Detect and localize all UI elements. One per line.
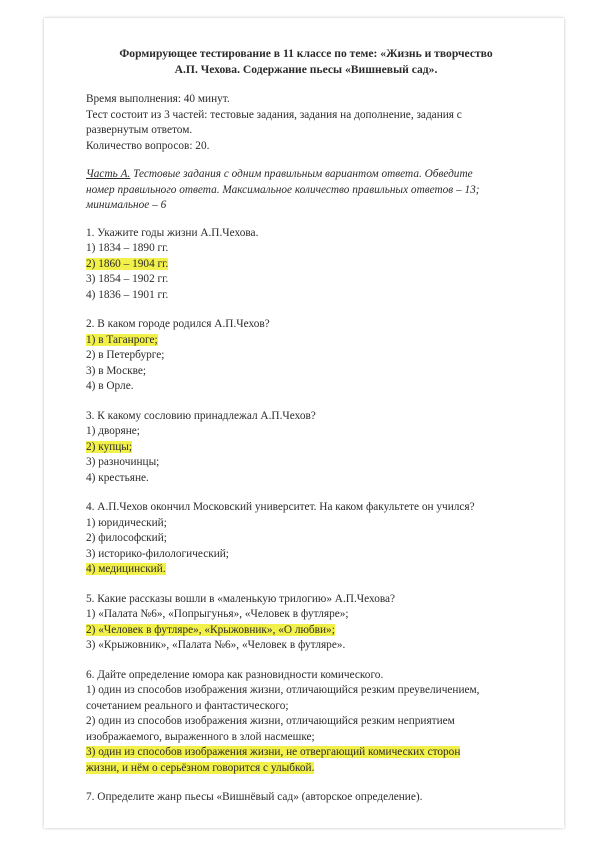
answer-text: изображаемого, выраженного в злой насмешке; [86, 730, 315, 743]
highlighted-answer-text: 3) один из способов изображения жизни, не отвергающий комических сторон [86, 746, 461, 758]
answer-text: 3) 1854 – 1902 гг. [86, 273, 169, 285]
question-text: 1. Укажите годы жизни А.П.Чехова. [86, 226, 259, 239]
document-title [86, 46, 526, 78]
answer-option [86, 288, 526, 304]
question-count: Количество вопросов: 20. [86, 139, 210, 152]
highlighted-answer-text: 2) 1860 – 1904 гг. [86, 257, 169, 270]
answer-text: 4) в Орле. [86, 380, 134, 392]
answer-text: 3) «Крыжовник», «Палата №6», «Человек в футляре». [86, 639, 346, 651]
answer-option [86, 547, 526, 563]
answer-option [86, 638, 526, 654]
highlighted-answer-text: 4) медицинский. [86, 563, 166, 575]
question-6 [86, 668, 526, 777]
answer-option [86, 714, 526, 730]
question-text: 2. В каком городе родился А.П.Чехов? [86, 318, 270, 330]
answer-option [86, 516, 526, 532]
answer-text: 2) философский; [86, 532, 167, 544]
answer-option [86, 562, 526, 578]
answer-option [86, 379, 526, 395]
highlighted-answer-text: 2) купцы; [86, 440, 133, 453]
time-limit: Время выполнения: 40 минут. [86, 93, 230, 105]
part-a-line-3: минимальное – 6 [86, 199, 167, 211]
question-7 [86, 790, 526, 806]
answer-text: 2) в Петербурге; [86, 349, 165, 361]
part-a-line-1 [86, 167, 526, 183]
answer-option [86, 364, 526, 380]
highlighted-answer-text: 2) «Человек в футляре», «Крыжовник», «О любви»; [86, 623, 335, 636]
answer-option [86, 348, 526, 364]
answer-option [86, 257, 526, 273]
answer-text: 3) историко-филологический; [86, 547, 229, 560]
part-a-label: Часть А. [86, 168, 131, 180]
answer-text: 3) разночинцы; [86, 456, 160, 468]
answer-text: 4) 1836 – 1901 гг. [86, 288, 169, 301]
highlighted-answer-text: жизни, и нём о серьёзном говорится с улыбкой. [86, 761, 315, 774]
title-line-2: А.П. Чехова. Содержание пьесы «Вишневый сад». [174, 63, 438, 76]
question-text: 3. К какому сословию принадлежал А.П.Чехов? [86, 409, 316, 422]
answer-text: 1) один из способов изображения жизни, отличающийся резким преувеличением, [86, 684, 480, 696]
answer-option [86, 761, 526, 777]
answer-option [86, 471, 526, 487]
answer-option [86, 272, 526, 288]
question-text: 5. Какие рассказы вошли в «маленькую трилогию» А.П.Чехова? [86, 592, 396, 605]
answer-option [86, 699, 526, 715]
test-info [86, 92, 526, 154]
answer-text: сочетанием реального и фантастического; [86, 699, 289, 712]
answer-text: 1) «Палата №6», «Попрыгунья», «Человек в футляре»; [86, 608, 349, 620]
question-1 [86, 226, 526, 304]
part-a-instructions [86, 167, 526, 214]
question-4 [86, 500, 526, 578]
answer-text: 1) 1834 – 1890 гг. [86, 242, 169, 254]
question-5 [86, 592, 526, 654]
structure-line-1: Тест состоит из 3 частей: тестовые задания, задания на дополнение, задания с [86, 108, 462, 121]
question-2 [86, 317, 526, 395]
answer-option [86, 683, 526, 699]
question-list [86, 226, 526, 806]
answer-option [86, 424, 526, 440]
structure-line-2: развернутым ответом. [86, 124, 193, 136]
answer-text: 4) крестьяне. [86, 471, 149, 484]
answer-option [86, 623, 526, 639]
document-content [44, 18, 564, 806]
answer-text: 1) дворяне; [86, 425, 140, 437]
answer-option [86, 241, 526, 257]
answer-option [86, 730, 526, 746]
question-text: 4. А.П.Чехов окончил Московский университет. На каком факультете он учился? [86, 501, 475, 513]
answer-option [86, 333, 526, 349]
part-a-text-1: Тестовые задания с одним правильным вариантом ответа. Обведите [130, 168, 473, 180]
answer-option [86, 440, 526, 456]
question-text: 6. Дайте определение юмора как разновидности комического. [86, 668, 384, 681]
answer-option [86, 745, 526, 761]
answer-option [86, 455, 526, 471]
part-a-line-2: номер правильного ответа. Максимальное количество правильных ответов – 13; [86, 183, 480, 196]
question-text: 7. Определите жанр пьесы «Вишнёвый сад» (авторское определение). [86, 791, 423, 803]
answer-text: 3) в Москве; [86, 364, 147, 377]
title-line-1: Формирующее тестирование в 11 классе по теме: «Жизнь и творчество [119, 47, 493, 60]
question-3 [86, 409, 526, 487]
answer-text: 2) один из способов изображения жизни, отличающийся резким неприятием [86, 715, 455, 727]
answer-text: 1) юридический; [86, 516, 167, 529]
highlighted-answer-text: 1) в Таганроге; [86, 333, 158, 346]
answer-option [86, 531, 526, 547]
document-page [44, 18, 564, 828]
answer-option [86, 607, 526, 623]
